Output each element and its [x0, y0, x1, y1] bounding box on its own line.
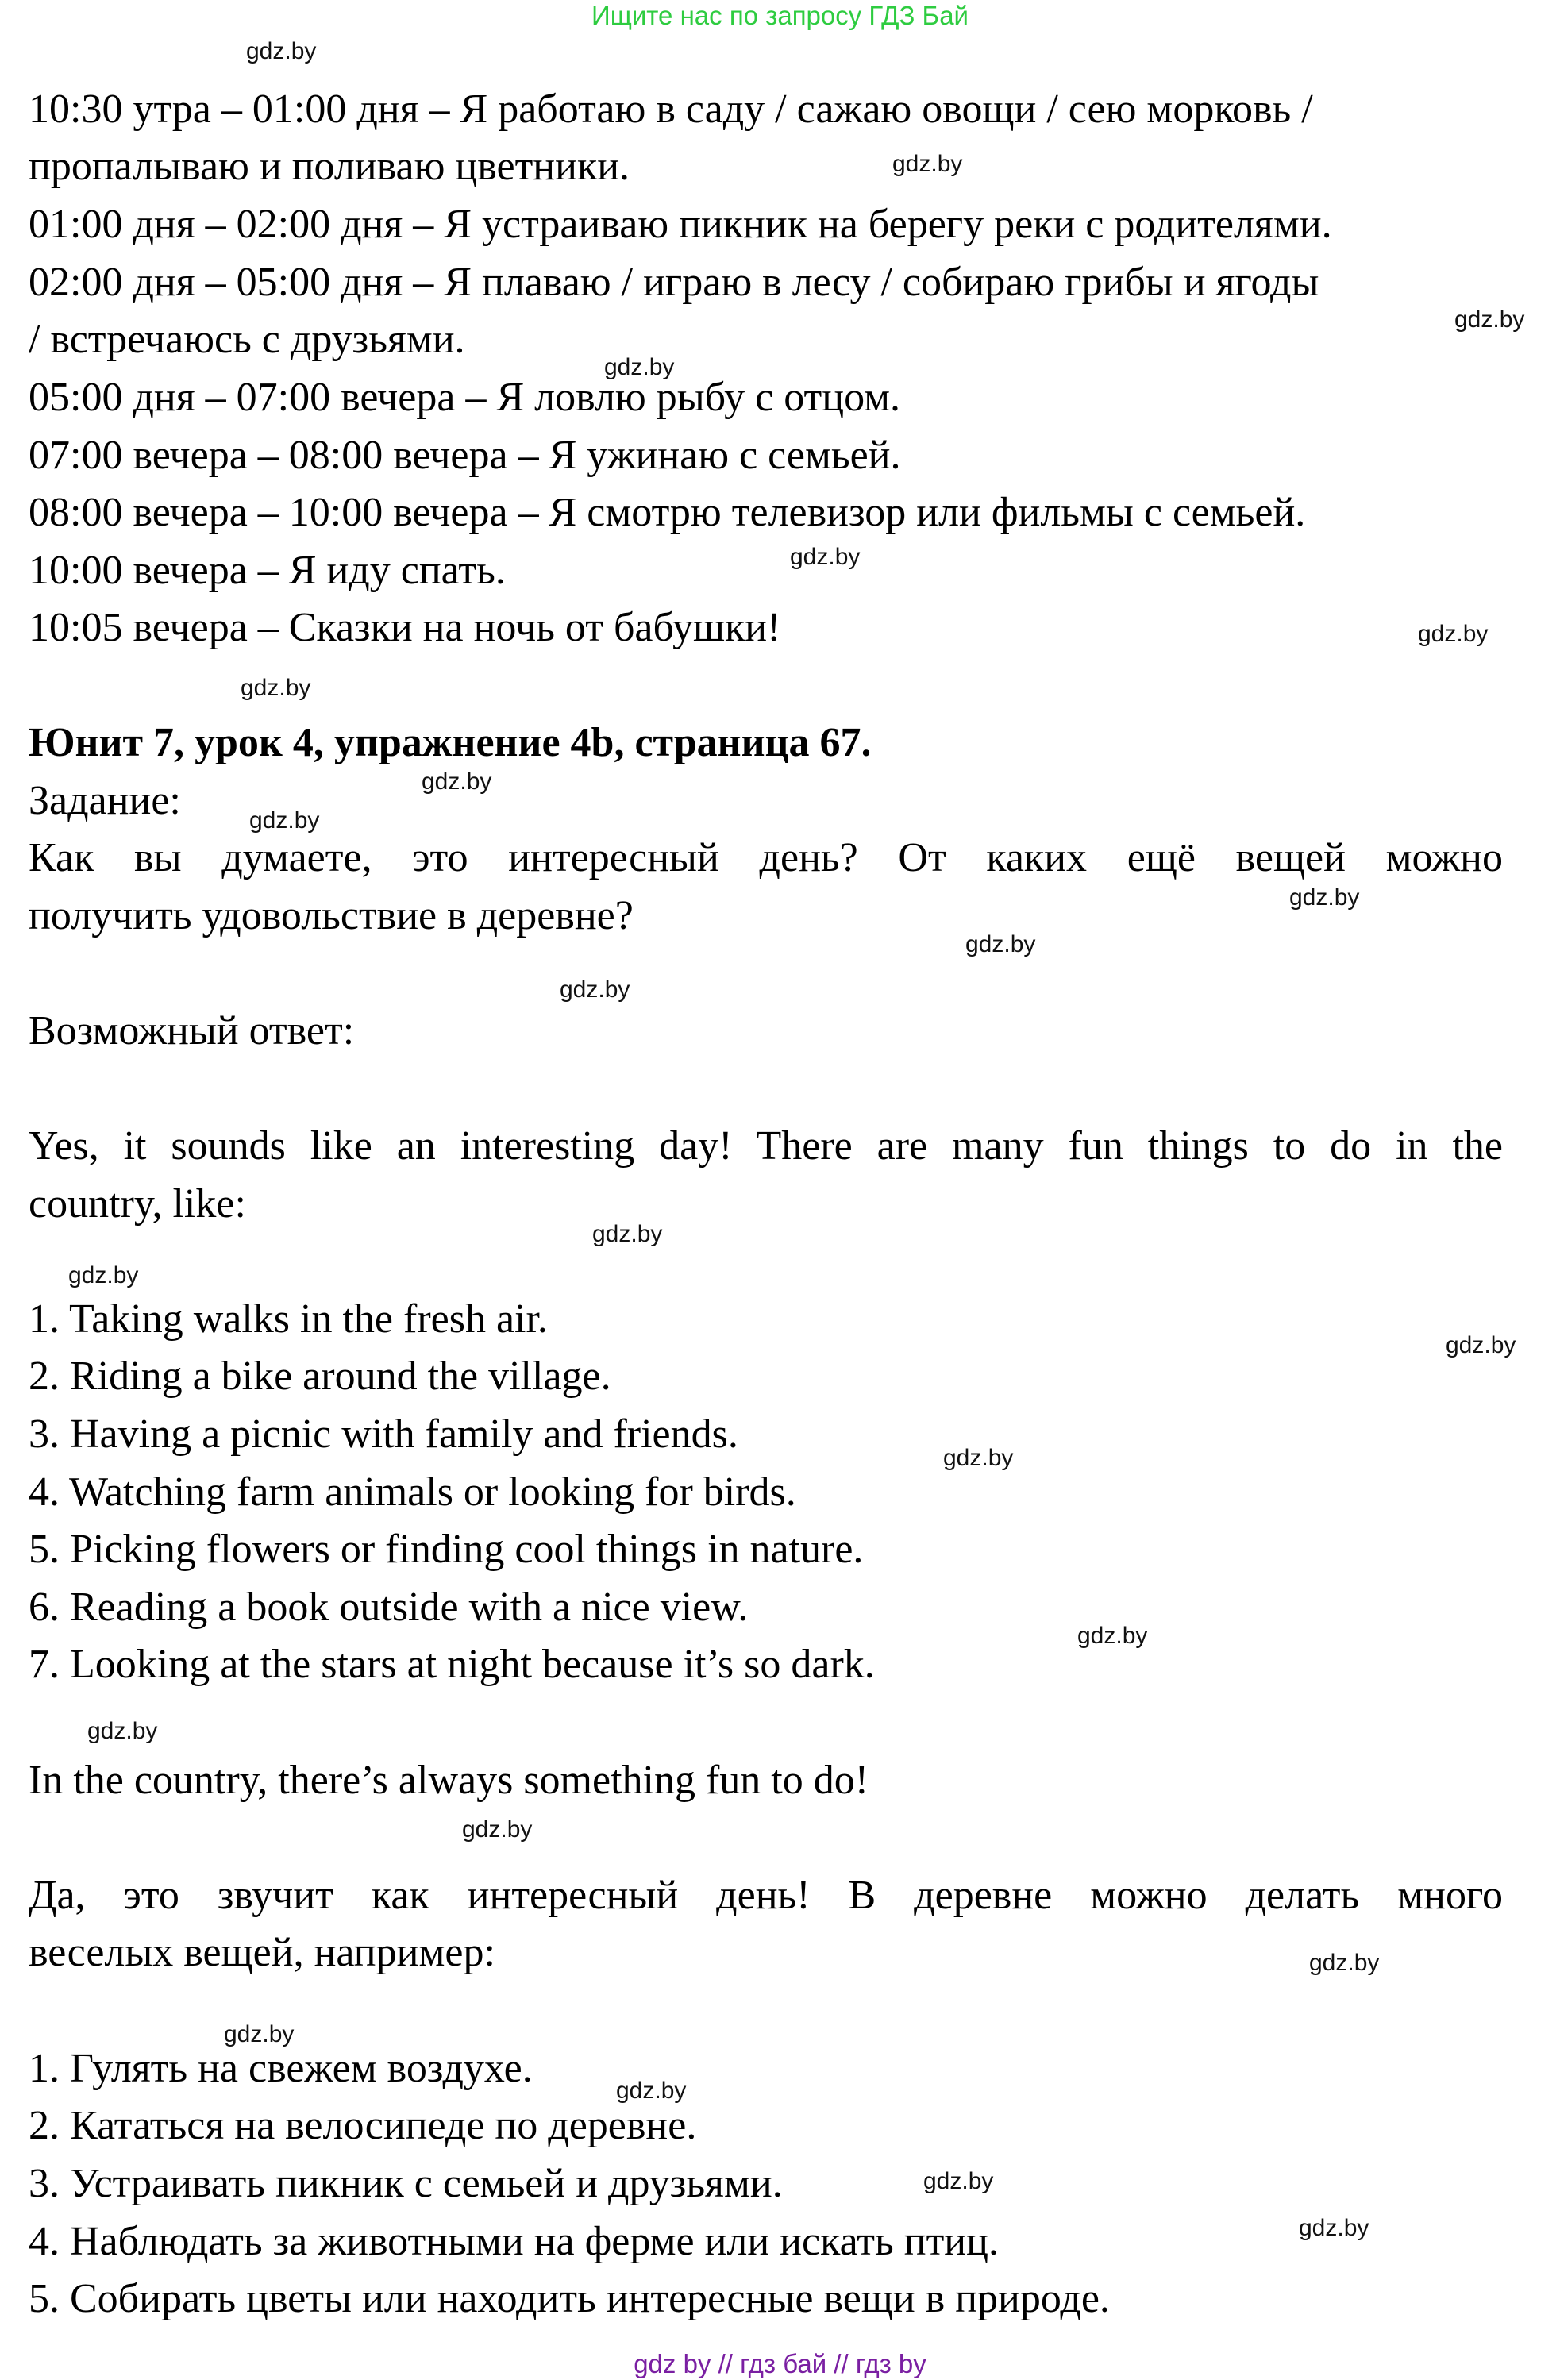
schedule-line: 05:00 дня – 07:00 вечера – Я ловлю рыбу с отцом. — [29, 375, 901, 420]
answer-label: Возможный ответ: — [29, 1008, 355, 1053]
russian-intro-line: веселых вещей, например: — [29, 1930, 495, 1975]
schedule-line: 02:00 дня – 05:00 дня – Я плаваю / играю в лесу / собираю грибы и ягоды — [29, 260, 1319, 305]
watermark: gdz.by — [560, 976, 630, 1003]
schedule-line: / встречаюсь с друзьями. — [29, 317, 465, 362]
english-list-item: 1. Taking walks in the fresh air. — [29, 1296, 548, 1342]
watermark: gdz.by — [224, 2021, 295, 2047]
english-intro-line: country, like: — [29, 1181, 246, 1227]
schedule-line: 07:00 вечера – 08:00 вечера – Я ужинаю с семьей. — [29, 433, 901, 478]
english-list-item: 2. Riding a bike around the village. — [29, 1354, 611, 1399]
task-label: Задание: — [29, 778, 181, 823]
schedule-line: 10:05 вечера – Сказки на ночь от бабушки! — [29, 605, 781, 650]
watermark: gdz.by — [892, 151, 963, 177]
exercise-heading: Юнит 7, урок 4, упражнение 4b, страница 67. — [29, 720, 872, 765]
russian-list-item: 1. Гулять на свежем воздухе. — [29, 2046, 533, 2091]
english-conclusion: In the country, there’s always something fun to do! — [29, 1758, 869, 1803]
schedule-line: 08:00 вечера – 10:00 вечера – Я смотрю телевизор или фильмы с семьей. — [29, 490, 1306, 535]
english-list-item: 3. Having a picnic with family and friends. — [29, 1411, 738, 1457]
russian-list-item: 2. Кататься на велосипеде по деревне. — [29, 2103, 697, 2148]
schedule-line: 01:00 дня – 02:00 дня – Я устраиваю пикник на берегу реки с родителями. — [29, 202, 1332, 247]
watermark: gdz.by — [965, 931, 1036, 957]
english-list-item: 7. Looking at the stars at night because it’s so dark. — [29, 1642, 875, 1687]
watermark: gdz.by — [1454, 306, 1525, 333]
watermark: gdz.by — [1077, 1623, 1148, 1649]
schedule-line: пропалываю и поливаю цветники. — [29, 144, 630, 189]
watermark: gdz.by — [1299, 2215, 1369, 2241]
watermark: gdz.by — [1289, 884, 1360, 911]
watermark: gdz.by — [241, 675, 311, 701]
russian-intro-line: Да, это звучит как интересный день! В деревне можно делать много — [29, 1873, 1503, 1918]
watermark: gdz.by — [1309, 1950, 1380, 1976]
watermark: gdz.by — [246, 38, 317, 64]
english-intro-line: Yes, it sounds like an interesting day! There are many fun things to do in the — [29, 1123, 1503, 1169]
watermark: gdz.by — [1446, 1332, 1516, 1358]
russian-list-item: 5. Собирать цветы или находить интересные вещи в природе. — [29, 2276, 1110, 2321]
watermark: gdz.by — [616, 2078, 687, 2104]
task-line: получить удовольствие в деревне? — [29, 893, 634, 938]
watermark: gdz.by — [592, 1221, 663, 1247]
watermark: gdz.by — [87, 1718, 158, 1744]
watermark: gdz.by — [68, 1262, 139, 1288]
schedule-line: 10:30 утра – 01:00 дня – Я работаю в саду / сажаю овощи / сею морковь / — [29, 87, 1313, 132]
watermark: gdz.by — [790, 544, 861, 570]
watermark: gdz.by — [923, 2168, 994, 2194]
task-line: Как вы думаете, это интересный день? От каких ещё вещей можно — [29, 835, 1503, 880]
english-list-item: 6. Reading a book outside with a nice view. — [29, 1585, 749, 1630]
russian-list-item: 3. Устраивать пикник с семьей и друзьями. — [29, 2161, 783, 2206]
watermark: gdz.by — [249, 807, 320, 834]
watermark: gdz.by — [462, 1816, 533, 1843]
schedule-line: 10:00 вечера – Я иду спать. — [29, 548, 506, 593]
watermark: gdz.by — [1418, 621, 1489, 647]
bottom-banner: gdz by // гдз бай // гдз by — [634, 2349, 926, 2378]
english-list-item: 5. Picking flowers or finding cool things in nature. — [29, 1527, 864, 1572]
watermark: gdz.by — [943, 1445, 1014, 1471]
watermark: gdz.by — [604, 354, 675, 380]
top-banner: Ищите нас по запросу ГДЗ Бай — [591, 1, 969, 30]
english-list-item: 4. Watching farm animals or looking for birds. — [29, 1469, 796, 1515]
watermark: gdz.by — [422, 768, 492, 795]
russian-list-item: 4. Наблюдать за животными на ферме или искать птиц. — [29, 2219, 999, 2264]
